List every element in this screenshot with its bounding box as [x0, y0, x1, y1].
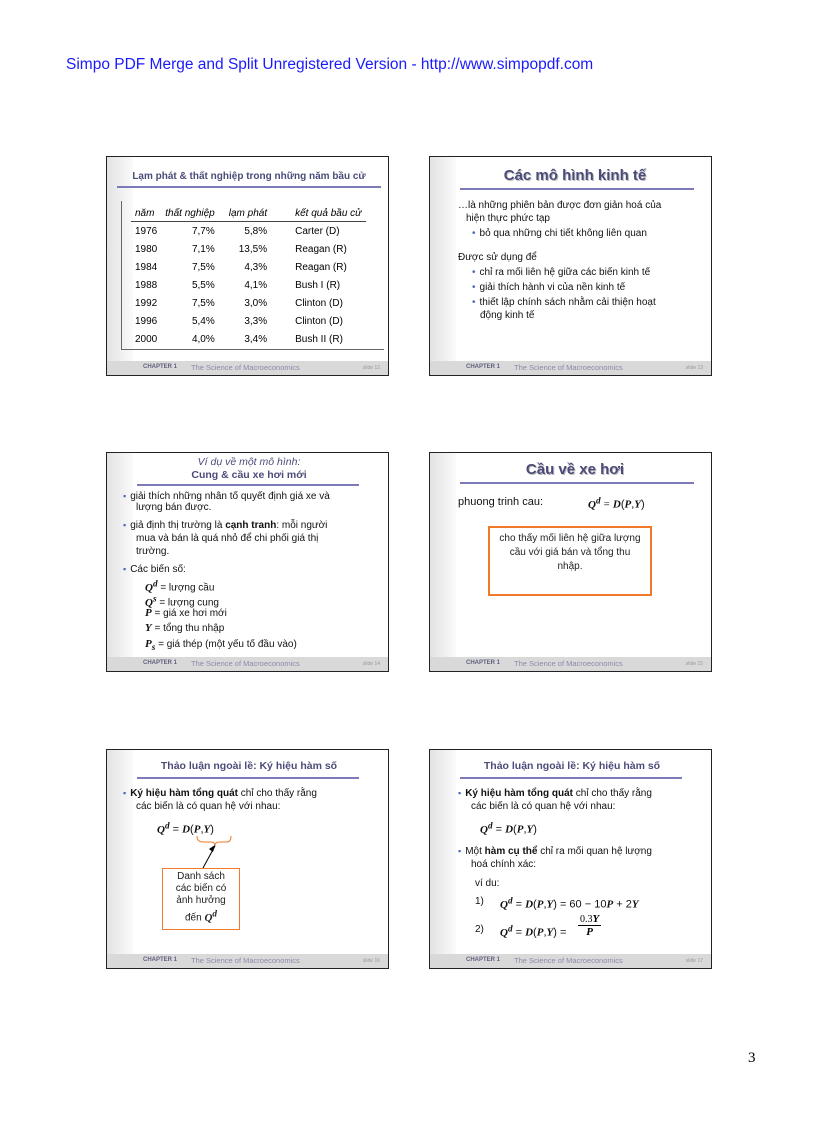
- slide-footer: CHAPTER 1 The Science of Macroeconomics slide 12: [107, 361, 388, 375]
- table-row: 1988 5,5% 4,1% Bush I (R): [135, 279, 341, 291]
- general-equation: $Q^d = D(P,Y)$: [480, 820, 537, 836]
- slide-15: Cầu về xe hơi phuong trinh cau: $Q^d = D(P,Y)$ cho thấy mối liên hệ giữa lượng cầu với giá bán và tổng thu nhập. CHAPTER 1 The Science of Macroeconomics slide 15: [429, 452, 712, 672]
- table-row: 1984 7,5% 4,3% Reagan (R): [135, 261, 347, 273]
- specific-equation-1: $Q^d = D(P,Y) = 60 - 10P + 2Y$: [500, 895, 639, 911]
- slide-footer: CHAPTER 1 The Science of Macroeconomics slide 15: [430, 657, 711, 671]
- slide-title: Thảo luận ngoài lề: Ký hiệu hàm số: [483, 760, 661, 772]
- slide-13: Các mô hình kinh tế …là những phiên bản được đơn giản hoá của hiện thực phức tạp • bỏ qua những chi tiết không liên quan Được sử dụng để • chỉ ra mối liên hệ giữa các biến kinh tế • giải thích hành vi của nền kinh tế • thiết lập chính sách nhằm cải thiện hoạt động kinh tế CHAPTER 1 The Science of Macroeconomics slide 13: [429, 156, 712, 376]
- page-number: 3: [748, 1050, 756, 1066]
- table-row: 2000 4,0% 3,4% Bush II (R): [135, 333, 343, 345]
- slide-16: Thảo luận ngoài lề: Ký hiệu hàm số ▪ Ký hiệu hàm tổng quát chỉ cho thấy rằng các biến là có quan hệ với nhau: $Q^d = D(P,Y)$ Danh sách các biến có ảnh hưởng đến $Q^d$ CHAPTER 1 The Science of Macroeconomics slide 16: [106, 749, 389, 969]
- table-row: 1980 7,1% 13,5% Reagan (R): [135, 243, 347, 255]
- slide-title-line1: Ví dụ về một mô hình:: [197, 456, 301, 468]
- slide-title: Thảo luận ngoài lề: Ký hiệu hàm số: [160, 760, 338, 772]
- demand-equation: $Q^d = D(P,Y)$: [588, 495, 645, 511]
- fraction: 0.3Y P: [580, 913, 600, 938]
- explanation-box: cho thấy mối liên hệ giữa lượng cầu với giá bán và tổng thu nhập.: [488, 526, 652, 596]
- col-unemployment: thất nghiệp: [161, 205, 219, 222]
- col-inflation: lạm phát: [219, 205, 271, 222]
- general-equation: $Q^d = D(P,Y)$: [157, 820, 214, 836]
- watermark-text: Simpo PDF Merge and Split Unregistered Version - http://www.simpopdf.com: [66, 56, 594, 73]
- slide-footer: CHAPTER 1 The Science of Macroeconomics slide 16: [107, 954, 388, 968]
- table-row: 1996 5,4% 3,3% Clinton (D): [135, 315, 343, 327]
- col-result: kết quả bầu cử: [271, 205, 365, 222]
- variable-list-box: Danh sách các biến có ảnh hưởng đến $Q^d$: [162, 868, 240, 930]
- slide-footer: CHAPTER 1 The Science of Macroeconomics slide 13: [430, 361, 711, 375]
- specific-equation-2: $Q^d = D(P,Y)$ =: [500, 923, 567, 939]
- slide-title-line2: Cung & cầu xe hơi mới: [191, 469, 307, 481]
- col-year: năm: [131, 205, 161, 222]
- slide-footer: CHAPTER 1 The Science of Macroeconomics slide 17: [430, 954, 711, 968]
- table-row: 1976 7,7% 5,8% Carter (D): [135, 225, 340, 237]
- slide-title: Các mô hình kinh tế: [503, 167, 647, 184]
- brace-arrow-icon: [167, 832, 237, 872]
- slide-title: Lạm phát & thất nghiệp trong những năm bầu cử: [132, 171, 366, 182]
- slide-12: [106, 156, 389, 376]
- slide-footer: CHAPTER 1 The Science of Macroeconomics slide 14: [107, 657, 388, 671]
- slide-title: Cầu về xe hơi: [525, 461, 625, 478]
- slide-14: Ví dụ về một mô hình: Cung & cầu xe hơi mới ▪ giải thích những nhân tố quyết định giá xe và lượng bán được. ▪ giả định thị trường là cạnh tranh: mỗi người mua và bán là quá nhỏ để chi phối giá thị trường. ▪ Các biến số: $Q^d$ = lượng cầu $Q^s$ = lượng cung P = giá xe hơi mới Y = tổng thu nhập $P_s$ = giá thép (một yếu tố đầu vào) CHAPTER 1 The Science of Macroeconomics slide 14: [106, 452, 389, 672]
- table-row: 1992 7,5% 3,0% Clinton (D): [135, 297, 343, 309]
- slide-17: Thảo luận ngoài lề: Ký hiệu hàm số ▪ Ký hiệu hàm tổng quát chỉ cho thấy rằng các biến là có quan hệ với nhau: $Q^d = D(P,Y)$ ▪ Một hàm cụ thể chỉ ra mối quan hệ lượng hoá chính xác: ví du: 1) $Q^d = D(P,Y) = 60 - 10P + 2Y$ 2) $Q^d = D(P,Y)$ = 0.3Y P CHAPTER 1 The Science of Macroeconomics slide 17: [429, 749, 712, 969]
